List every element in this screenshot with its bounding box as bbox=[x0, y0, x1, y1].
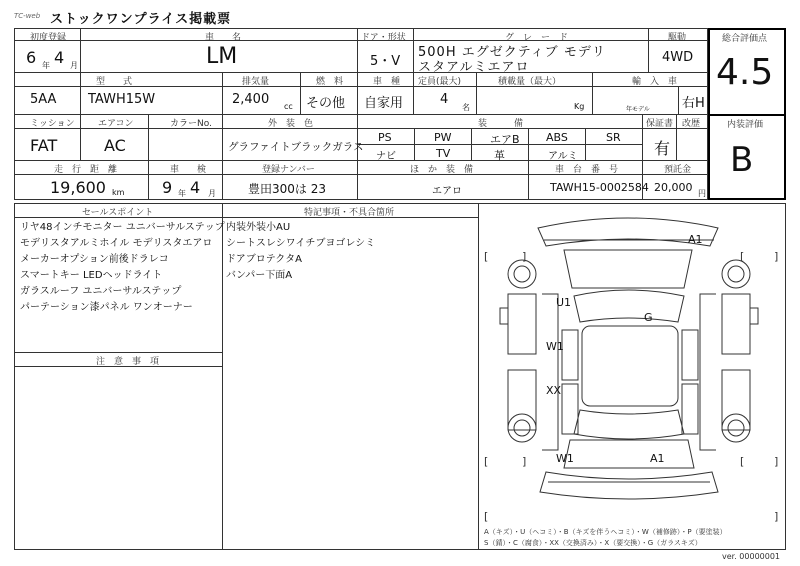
bracket-right: ] bbox=[522, 250, 527, 263]
inspection-year: 9 bbox=[162, 178, 173, 197]
other-equipment-value: エアロ bbox=[432, 186, 462, 197]
unit-model-year: 年モデル bbox=[626, 106, 650, 113]
chassis-no-value: TAWH15-0002584 bbox=[550, 181, 649, 194]
equip-pw: PW bbox=[434, 131, 452, 144]
unit-yen: 円 bbox=[698, 189, 706, 198]
capacity-value: 4 bbox=[440, 92, 449, 107]
plate-value: 豊田300は 23 bbox=[248, 182, 326, 196]
label-history: 改歴 bbox=[682, 119, 701, 129]
label-plate: 登録ナンバー bbox=[262, 165, 315, 175]
unit-person: 名 bbox=[462, 103, 470, 112]
equip-abs: ABS bbox=[546, 131, 568, 144]
label-import: 輸 入 車 bbox=[632, 77, 678, 87]
label-equipment: 装 備 bbox=[478, 119, 524, 129]
sales-point: リヤ48インチモニター ユニバーサルステップ bbox=[20, 222, 225, 233]
legend-line1: A（キズ）・U（ヘコミ）・B（キズを伴うヘコミ）・W（補修跡）・P（要塗装） bbox=[484, 528, 727, 536]
mark-g: G bbox=[644, 311, 653, 324]
special-note: バンパー下面A bbox=[226, 270, 293, 281]
mark-u1: U1 bbox=[556, 296, 572, 309]
label-exterior-color: 外 装 色 bbox=[268, 119, 314, 129]
unit-year: 年 bbox=[42, 61, 50, 70]
model-value: TAWH15W bbox=[88, 92, 156, 107]
unit-month: 月 bbox=[70, 61, 78, 70]
equip-alloy: アルミ bbox=[548, 151, 578, 162]
label-doors-shape: ドア・形状 bbox=[361, 33, 406, 43]
inspection-month: 4 bbox=[190, 178, 201, 197]
label-grade: グ レ ー ド bbox=[505, 33, 569, 43]
equip-leather: 革 bbox=[494, 149, 505, 162]
label-model: 型 式 bbox=[96, 77, 133, 87]
version: ver. 00000001 bbox=[722, 552, 781, 561]
sales-point: メーカーオプション前後ドラレコ bbox=[20, 254, 169, 265]
drive-value: 4WD bbox=[662, 50, 694, 65]
bracket-left: [ bbox=[484, 510, 489, 523]
label-warranty: 保証書 bbox=[646, 119, 674, 129]
aircon-value: AC bbox=[104, 136, 126, 155]
first-reg-year: 6 bbox=[26, 48, 37, 67]
car-name: LM bbox=[206, 44, 238, 69]
mark-a1-front: A1 bbox=[688, 233, 703, 246]
displacement-value: 2,400 bbox=[232, 92, 270, 107]
document-title: ストックワンプライス掲載票 bbox=[50, 12, 232, 27]
mark-xx: XX bbox=[546, 384, 562, 397]
label-interior-score: 内装評価 bbox=[727, 120, 764, 130]
grade-line1: 500H エグゼクティブ モデリ bbox=[418, 45, 606, 60]
label-load: 積載量（最大） bbox=[498, 77, 562, 87]
label-sales-points: セールスポイント bbox=[82, 208, 154, 218]
bracket-left: [ bbox=[484, 455, 489, 468]
warranty-value: 有 bbox=[654, 139, 671, 158]
handle-value: 右H bbox=[682, 96, 705, 111]
label-fuel: 燃 料 bbox=[316, 77, 344, 87]
equip-airbag: エアB bbox=[490, 133, 520, 146]
special-notes-list bbox=[226, 220, 375, 284]
label-caution: 注 意 事 項 bbox=[96, 357, 160, 367]
vehicle-class-value: 自家用 bbox=[364, 96, 404, 111]
bracket-right: ] bbox=[522, 455, 527, 468]
sales-point: モデリスタアルミホイル モデリスタエアロ bbox=[20, 238, 213, 249]
label-chassis-no: 車 台 番 号 bbox=[555, 165, 619, 175]
unit-cc: cc bbox=[284, 102, 293, 111]
mission-value: FAT bbox=[30, 136, 58, 155]
logo: TC-web bbox=[14, 12, 41, 20]
label-first-reg: 初度登録 bbox=[30, 33, 67, 43]
label-displacement: 排気量 bbox=[242, 77, 270, 87]
label-special-notes: 特記事項・不具合箇所 bbox=[304, 208, 395, 218]
label-deposit: 預託金 bbox=[664, 165, 692, 175]
bracket-right: ] bbox=[774, 250, 779, 263]
special-note: シートスレシワイチブヨゴレシミ bbox=[226, 238, 376, 249]
sales-point: ガラスルーフ ユニバーサルステップ bbox=[20, 286, 182, 297]
model-prefix: 5AA bbox=[30, 92, 57, 107]
label-mileage: 走 行 距 離 bbox=[54, 165, 118, 175]
unit-month-2: 月 bbox=[208, 189, 216, 198]
bracket-right: ] bbox=[774, 455, 779, 468]
overall-score: 4.5 bbox=[716, 52, 774, 93]
label-vehicle-class: 車 種 bbox=[373, 77, 401, 87]
grade-line2: スタアルミエアロ bbox=[418, 60, 530, 75]
equip-navi: ナビ bbox=[376, 151, 396, 162]
car-damage-diagram bbox=[478, 200, 786, 520]
label-mission: ミッション bbox=[30, 119, 75, 129]
sales-point: パーテーション漆パネル ワンオーナー bbox=[20, 302, 193, 313]
bracket-right: ] bbox=[774, 510, 779, 523]
unit-year-2: 年 bbox=[178, 189, 186, 198]
label-car-name: 車 名 bbox=[205, 33, 242, 43]
bracket-left: [ bbox=[740, 250, 745, 263]
mark-w1-left: W1 bbox=[546, 340, 564, 353]
mileage-value: 19,600 bbox=[50, 178, 106, 197]
first-reg-month: 4 bbox=[54, 48, 65, 67]
interior-score: B bbox=[730, 140, 754, 180]
equip-ps: PS bbox=[378, 131, 392, 144]
mark-w1-rear: W1 bbox=[556, 452, 574, 465]
legend-line2: S（錆）・C（腐食）・XX（交換済み）・X（要交換）・G（ガラスキズ） bbox=[484, 539, 702, 547]
label-other-equipment: ほ か 装 備 bbox=[410, 165, 474, 175]
sales-point: スマートキー LEDヘッドライト bbox=[20, 270, 163, 281]
equip-sr: SR bbox=[606, 131, 621, 144]
doors-shape: 5・V bbox=[370, 54, 401, 69]
bracket-left: [ bbox=[484, 250, 489, 263]
sales-points-list bbox=[20, 220, 225, 316]
unit-kg: Kg bbox=[574, 102, 585, 111]
fuel-value: その他 bbox=[306, 96, 346, 111]
bracket-left: [ bbox=[740, 455, 745, 468]
label-capacity: 定員(最大) bbox=[418, 77, 462, 87]
label-aircon: エアコン bbox=[98, 119, 134, 129]
special-note: 内装外装小AU bbox=[226, 222, 291, 233]
label-inspection: 車 検 bbox=[170, 165, 207, 175]
exterior-color-value: グラファイトブラックガラス bbox=[228, 141, 364, 153]
label-drive: 駆動 bbox=[668, 33, 687, 43]
unit-km: km bbox=[112, 188, 125, 197]
special-note: ドアブロテクタA bbox=[226, 254, 302, 265]
mark-a1-rear: A1 bbox=[650, 452, 665, 465]
label-overall-score: 総合評価点 bbox=[722, 34, 768, 44]
label-color-no: カラーNo. bbox=[170, 119, 212, 129]
deposit-value: 20,000 bbox=[654, 181, 693, 194]
equip-tv: TV bbox=[436, 147, 451, 160]
